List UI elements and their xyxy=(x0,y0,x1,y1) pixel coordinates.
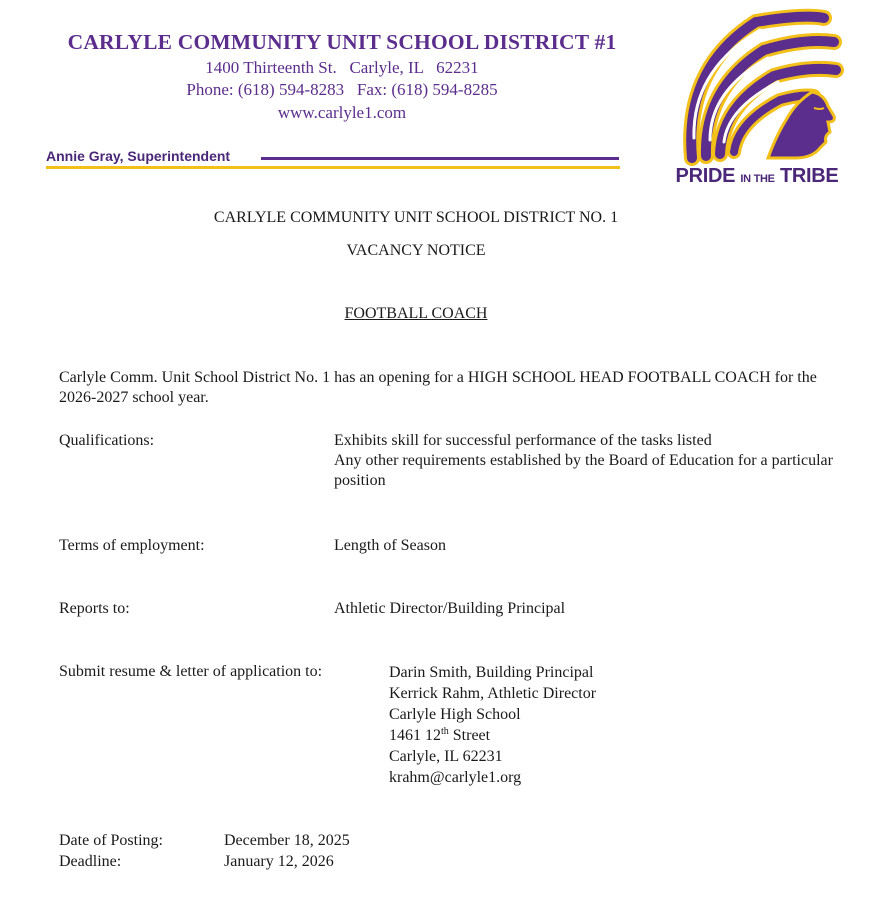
terms-label: Terms of employment: xyxy=(59,537,205,554)
letterhead-divider-purple xyxy=(261,157,619,160)
submit-street-address xyxy=(389,725,596,746)
qualifications-value xyxy=(334,431,834,491)
indian-headdress-logo-icon xyxy=(664,8,848,190)
posting-date-label: Date of Posting: xyxy=(59,832,163,849)
logo-slogan-word-tribe: TRIBE xyxy=(779,165,839,187)
street-number: 1461 12 xyxy=(389,727,441,744)
district-address: 1400 Thirteenth St. Carlyle, IL 62231 xyxy=(205,58,479,77)
letterhead-divider-gold xyxy=(46,166,620,169)
notice-intro-paragraph: Carlyle Comm. Unit School District No. 1 has an opening for a HIGH SCHOOL HEAD FOOTBALL COACH for the 2026-2027 school year. xyxy=(59,369,817,406)
submit-city-state-zip: Carlyle, IL 62231 xyxy=(389,748,503,765)
deadline-value: January 12, 2026 xyxy=(224,853,334,870)
street-name: Street xyxy=(448,727,491,744)
submit-school-name: Carlyle High School xyxy=(389,706,521,723)
notice-district-heading: CARLYLE COMMUNITY UNIT SCHOOL DISTRICT NO. 1 xyxy=(213,209,619,226)
submit-label: Submit resume & letter of application to: xyxy=(59,663,323,680)
reports-to-value: Athletic Director/Building Principal xyxy=(334,600,566,617)
qualification-item: Any other requirements established by the Board of Education for a particular position xyxy=(334,452,833,489)
terms-value: Length of Season xyxy=(334,537,446,554)
deadline-label: Deadline: xyxy=(59,853,122,870)
district-phone-fax: Phone: (618) 594-8283 Fax: (618) 594-8285 xyxy=(186,80,498,99)
superintendent-name: Annie Gray, Superintendent xyxy=(46,148,231,164)
street-ordinal-suffix: th xyxy=(441,726,449,737)
submit-contact-athletic-director: Kerrick Rahm, Athletic Director xyxy=(389,685,597,702)
logo-slogan xyxy=(654,165,860,188)
notice-title: VACANCY NOTICE xyxy=(346,242,486,259)
submit-contact-principal: Darin Smith, Building Principal xyxy=(389,664,594,681)
qualifications-label: Qualifications: xyxy=(59,432,155,449)
reports-to-label: Reports to: xyxy=(59,600,130,617)
district-website[interactable]: www.carlyle1.com xyxy=(277,103,407,122)
qualification-item: Exhibits skill for successful performance of the tasks listed xyxy=(334,432,712,449)
logo-slogan-word-pride: PRIDE xyxy=(675,165,736,187)
posting-date-value: December 18, 2025 xyxy=(224,832,350,849)
logo-slogan-word-in-the: IN THE xyxy=(740,173,775,185)
submit-email-link[interactable]: krahm@carlyle1.org xyxy=(389,769,522,786)
submit-address-block xyxy=(389,662,596,788)
district-name: CARLYLE COMMUNITY UNIT SCHOOL DISTRICT #1 xyxy=(67,30,617,54)
notice-position-title: FOOTBALL COACH xyxy=(344,305,488,322)
